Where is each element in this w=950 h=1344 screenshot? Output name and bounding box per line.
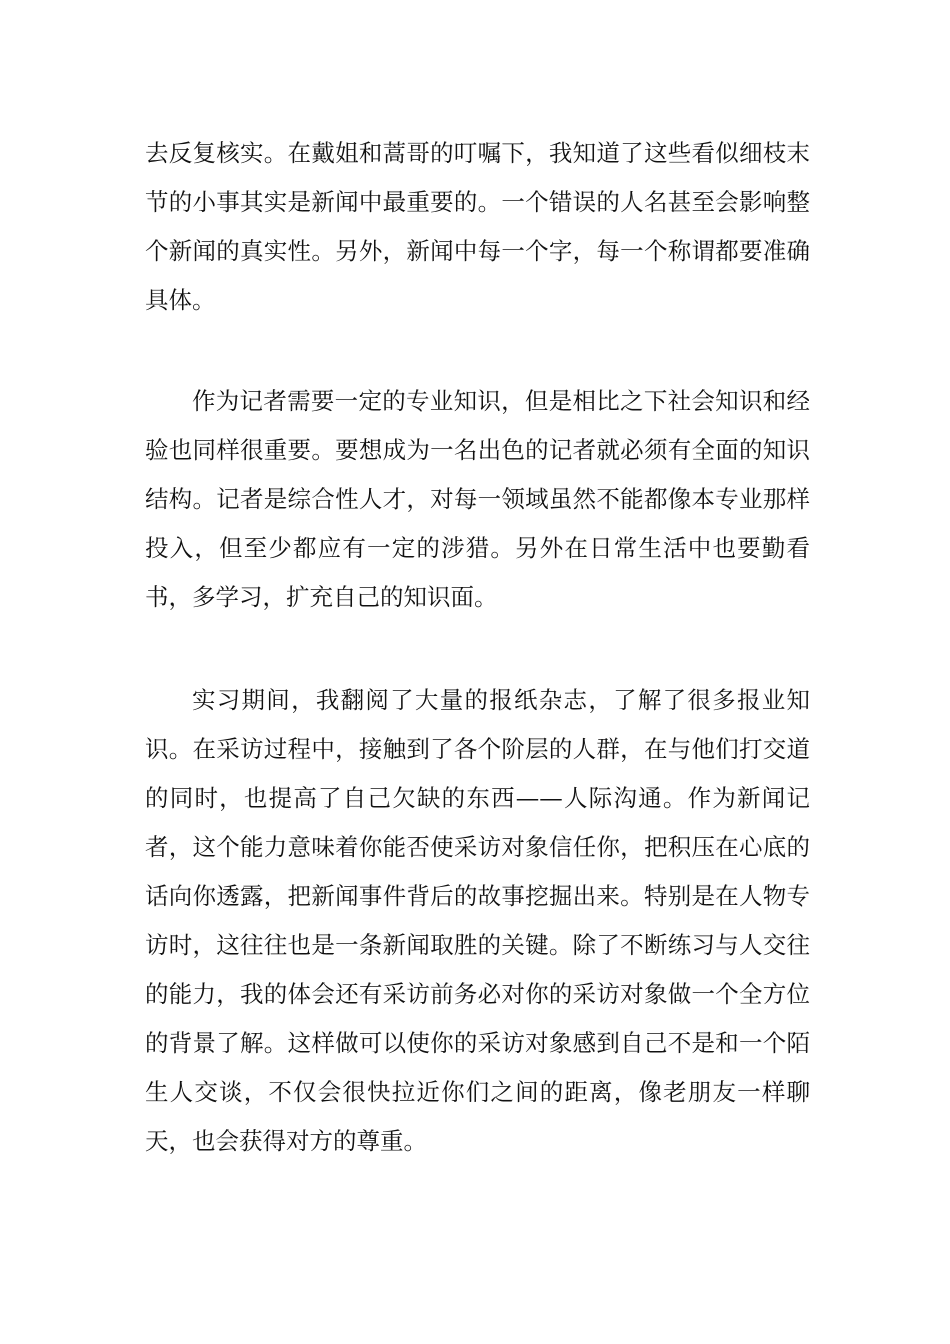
paragraph-1 bbox=[145, 129, 810, 325]
paragraph-2 bbox=[145, 377, 810, 622]
paragraph-3-text: 实习期间，我翻阅了大量的报纸杂志，了解了很多报业知识。在采访过程中，接触到了各个阶层的人群，在与他们打交道的同时，也提高了自己欠缺的东西——人际沟通。作为新闻记者，这个能力意味着你能否使采访对象信任你，把积压在心底的话向你透露，把新闻事件背后的故事挖掘出来。特别是在人物专访时，这往往也是一条新闻取胜的关键。除了不断练习与人交往的能力，我的体会还有采访前务必对你的采访对象做一个全方位的背景了解。这样做可以使你的采访对象感到自己不是和一个陌生人交谈，不仅会很快拉近你们之间的距离，像老朋友一样聊天，也会获得对方的尊重。 bbox=[145, 686, 810, 1155]
paragraph-2-text: 作为记者需要一定的专业知识，但是相比之下社会知识和经验也同样很重要。要想成为一名出色的记者就必须有全面的知识结构。记者是综合性人才，对每一领域虽然不能都像本专业那样投入，但至少都应有一定的涉猎。另外在日常生活中也要勤看书，多学习，扩充自己的知识面。 bbox=[145, 387, 810, 611]
paragraph-1-text: 去反复核实。在戴姐和蒿哥的叮嘱下，我知道了这些看似细枝末节的小事其实是新闻中最重要的。一个错误的人名甚至会影响整个新闻的真实性。另外，新闻中每一个字，每一个称谓都要准确具体。 bbox=[145, 139, 810, 314]
paragraph-3 bbox=[145, 676, 810, 1166]
